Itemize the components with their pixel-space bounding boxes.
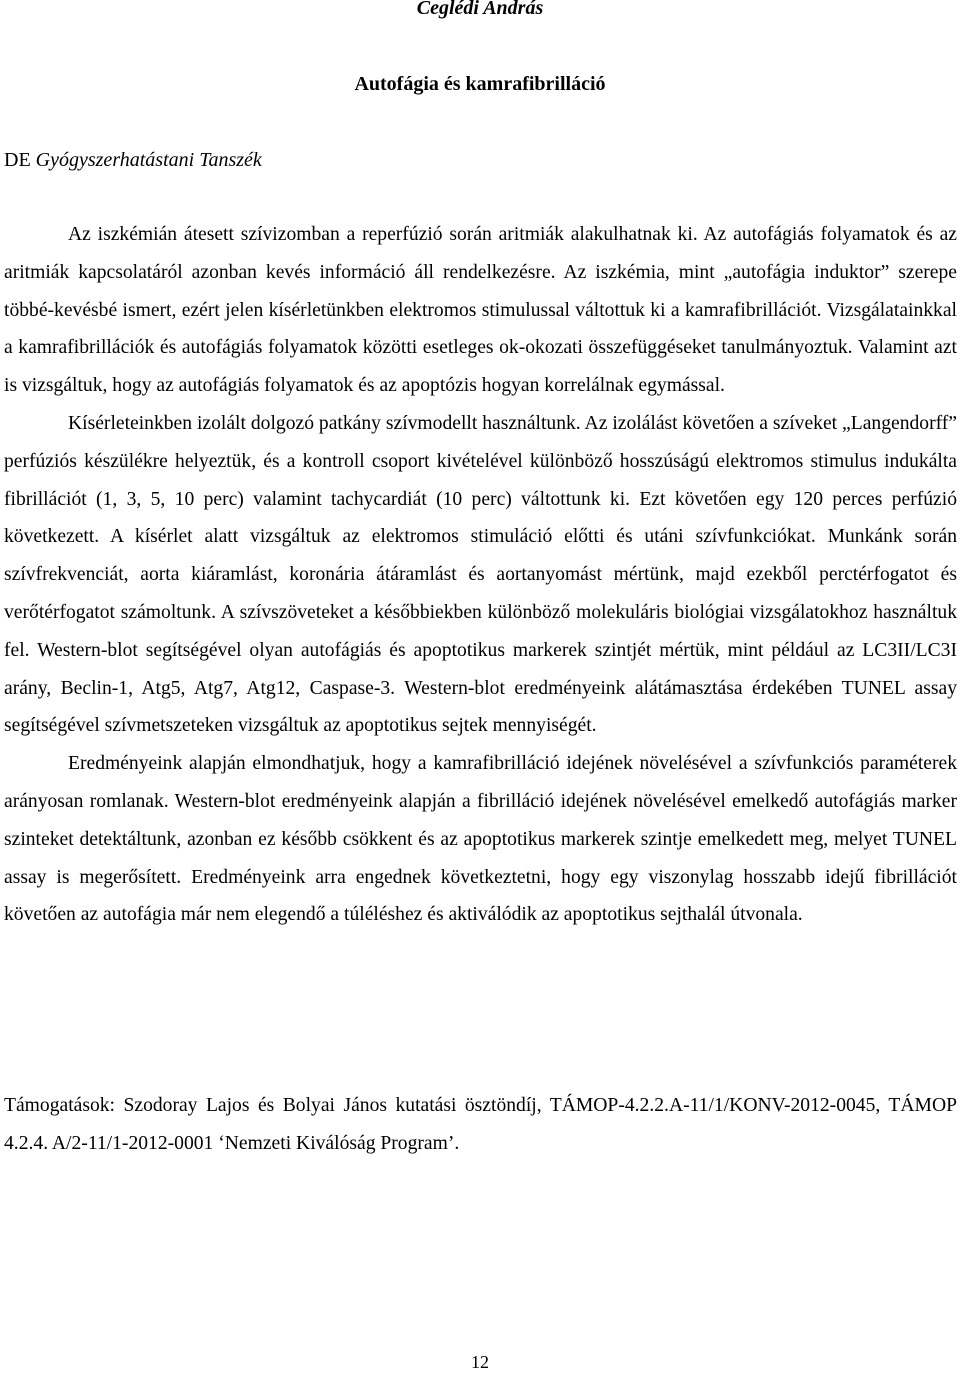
department-prefix: DE <box>4 149 36 171</box>
paragraph-background: Az iszkémián átesett szívizomban a reperfúzió során aritmiák alakulhatnak ki. Az autofágiás folyamatok és az aritmiák kapcsolatáról azonban kevés információ áll rendelkezésre. Az iszkémia, mint „autofágia induktor” szerepe többé-kevésbé ismert, ezért jelen kísérletünkben elektromos stimulussal váltottuk ki a kamrafibrillációt. Vizsgálatainkkal a kamrafibrillációk és autofágiás folyamatok közötti esetleges ok-okozati összefüggéseket tanulmányoztuk. Valamint azt is vizsgáltuk, hogy az autofágiás folyamatok és az apoptózis hogyan korrelálnak egymással. <box>4 224 957 397</box>
abstract-title: Autofágia és kamrafibrilláció <box>354 73 606 95</box>
paragraph-results: Eredményeink alapján elmondhatjuk, hogy a kamrafibrilláció idejének növelésével a szívfunkciós paraméterek arányosan romlanak. Western-blot eredményeink alapján a fibrilláció idejének növelésével emelkedő autofágiás marker szinteket detektáltunk, azonban ez később csökkent és az apoptotikus markerek szintje emelkedett meg, melyet TUNEL assay is megerősített. Eredményeink arra engednek következtetni, hogy egy viszonylag hosszabb idejű fibrillációt követően az autofágia már nem elegendő a túléléshez és aktiválódik az apoptotikus sejthalál útvonala. <box>4 753 957 926</box>
paragraph-methods: Kísérleteinkben izolált dolgozó patkány szívmodellt használtunk. Az izolálást követően a szíveket „Langendorff” perfúziós készülékre helyeztük, és a kontroll csoport kivételével különböző hosszúságú elektromos stimulus indukálta fibrillációt (1, 3, 5, 10 perc) valamint tachycardiát (10 perc) váltottunk ki. Ezt követően egy 120 perces perfúzió következett. A kísérlet alatt vizsgáltuk az elektromos stimuláció előtti és utáni szívfunkciókat. Munkánk során szívfrekvenciát, aorta kiáramlást, koronária átáramlást és aortanyomást mértünk, majd ezekből perctérfogatot és verőtérfogatot számoltunk. A szívszöveteket a későbbiekben különböző molekuláris biológiai vizsgálatokhoz használtuk fel. Western-blot segítségével olyan autofágiás és apoptotikus markerek szintjét mértük, mint például az LC3II/LC3I arány, Beclin-1, Atg5, Atg7, Atg12, Caspase-3. Western-blot eredményeink alátámasztása érdekében TUNEL assay segítségével szívmetszeteken vizsgáltuk az apoptotikus sejtek mennyiségét. <box>4 412 957 737</box>
department-name: Gyógyszerhatástani Tanszék <box>35 149 262 171</box>
funding-acknowledgement: Támogatások: Szodoray Lajos és Bolyai János kutatási ösztöndíj, TÁMOP-4.2.2.A-11/1/KONV-2012-0045, TÁMOP 4.2.4. A/2-11/1-2012-0001 ‘Nemzeti Kiválóság Program’. <box>4 1095 957 1154</box>
author-name: Ceglédi András <box>416 0 544 19</box>
department <box>4 146 262 174</box>
abstract-body <box>4 216 957 934</box>
page-number: 12 <box>471 1352 489 1372</box>
